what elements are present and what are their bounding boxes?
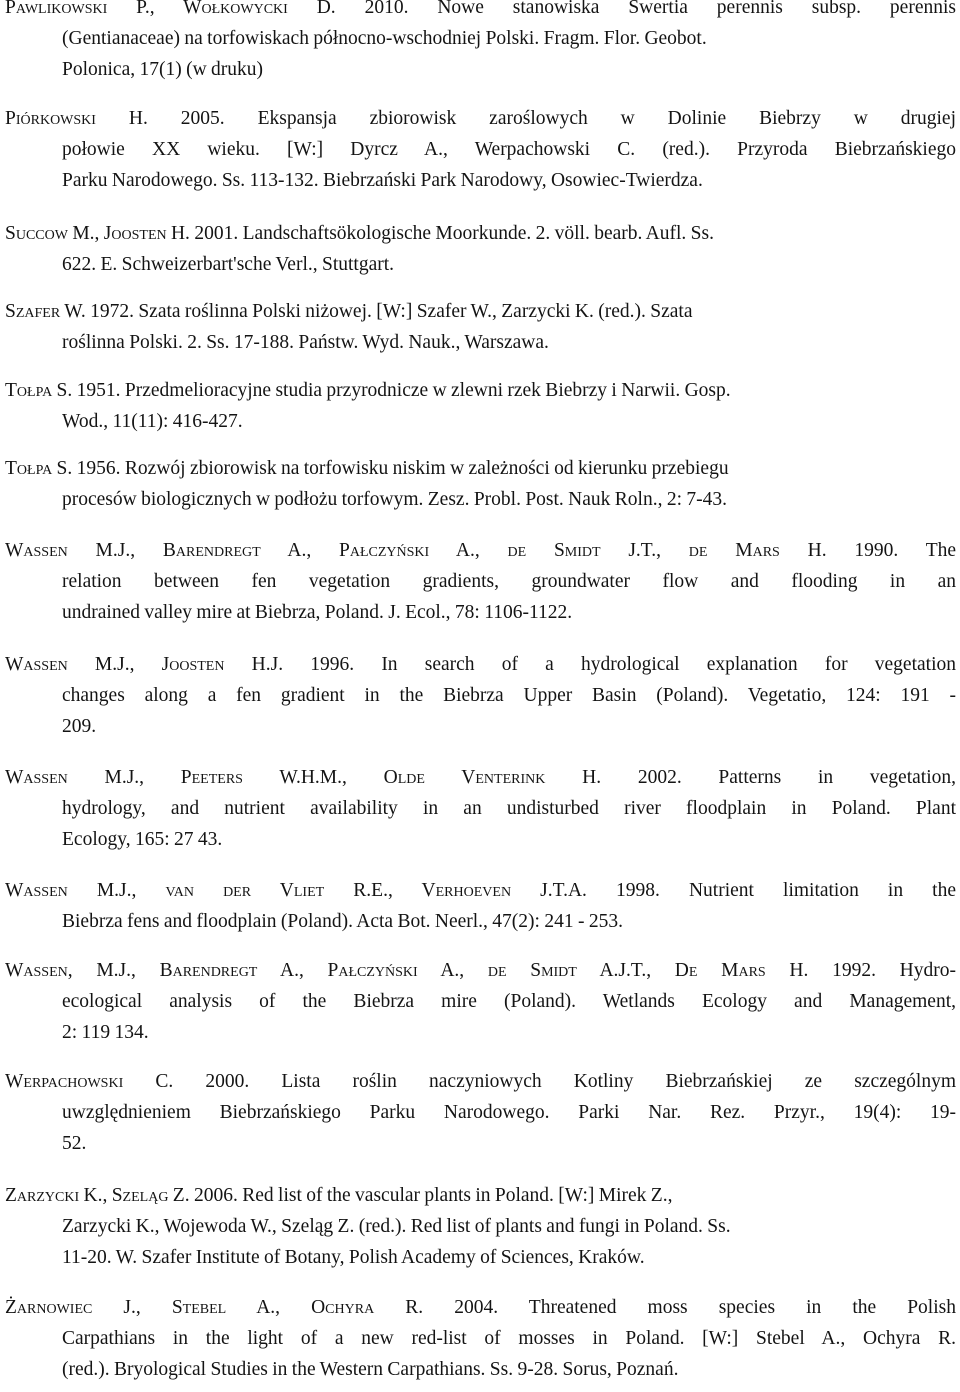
reference-authors: Wassen M.J., van der Vliet R.E., Verhoeven J.T.A. [5,880,587,901]
reference-entry [0,649,960,742]
reference-line: Wassen M.J., van der Vliet R.E., Verhoeven J.T.A. 1998. Nutrient limitation in the [5,880,957,901]
reference-line: Żarnowiec J., Stebel A., Ochyra R. 2004. Threatened moss species in the Polish [5,1297,956,1318]
reference-line: ecological analysis of the Biebrza mire (Poland). Wetlands Ecology and Management, [62,991,956,1012]
reference-line: Tołpa S. 1956. Rozwój zbiorowisk na torfowisku niskim w zależności od kierunku przebiegu [5,458,729,479]
reference-line: Wassen M.J., Joosten H.J. 1996. In search of a hydrological explanation for vegetation [5,654,956,675]
reference-line: 2: 119 134. [62,1022,149,1043]
reference-authors: Piórkowski H. [5,108,148,129]
reference-line: 209. [62,716,97,737]
reference-line: Wassen M.J., Peeters W.H.M., Olde Venterink H. 2002. Patterns in vegetation, [5,767,956,788]
reference-entry [0,375,960,437]
reference-line: undrained valley mire at Biebrza, Poland. J. Ecol., 78: 1106-1122. [62,602,573,623]
reference-line: Biebrza fens and floodplain (Poland). Acta Bot. Neerl., 47(2): 241 - 253. [62,911,623,932]
reference-authors: Wassen, M.J., Barendregt A., Pałczyński A., de Smidt A.J.T., De Mars H. [5,960,809,981]
reference-line: Wod., 11(11): 416-427. [62,411,243,432]
reference-line: 11-20. W. Szafer Institute of Botany, Polish Academy of Sciences, Kraków. [62,1247,645,1268]
reference-line: Carpathians in the light of a new red-list of mosses in Poland. [W:] Stebel A., Ochyra R. [62,1328,956,1349]
reference-line: Zarzycki K., Wojewoda W., Szeląg Z. (red.). Red list of plants and fungi in Poland. Ss. [62,1216,731,1237]
reference-line: Zarzycki K., Szeląg Z. 2006. Red list of the vascular plants in Poland. [W:] Mirek Z., [5,1185,673,1206]
reference-line: relation between fen vegetation gradients, groundwater flow and flooding in an [62,571,956,592]
reference-entry [0,535,960,628]
reference-line: Piórkowski H. 2005. Ekspansja zbiorowisk zaroślowych w Dolinie Biebrzy w drugiej [5,108,956,129]
reference-line: hydrology, and nutrient availability in an undisturbed river floodplain in Poland. Plant [62,798,956,819]
reference-entry [0,955,960,1048]
reference-line: Polonica, 17(1) (w druku) [62,59,264,80]
reference-line: 622. E. Schweizerbart'sche Verl., Stuttgart. [62,254,395,275]
reference-authors: Pawlikowski P., Wołkowycki D. [5,0,336,18]
reference-line: Parku Narodowego. Ss. 113-132. Biebrzański Park Narodowy, Osowiec-Twierdza. [62,170,703,191]
reference-line: changes along a fen gradient in the Biebrza Upper Basin (Poland). Vegetatio, 124: 191 - [62,685,956,706]
reference-authors: Wassen M.J., Peeters W.H.M., Olde Venterink H. [5,767,602,788]
reference-line: roślinna Polski. 2. Ss. 17-188. Państw. Wyd. Nauk., Warszawa. [62,332,549,353]
reference-authors: Wassen M.J., Barendregt A., Pałczyński A., de Smidt J.T., de Mars H. [5,540,827,561]
reference-entry [0,875,960,937]
reference-line: Pawlikowski P., Wołkowycki D. 2010. Nowe stanowiska Swertia perennis subsp. perennis [0,0,960,23]
reference-entry [0,218,960,280]
reference-entry [0,453,960,515]
reference-line: połowie XX wieku. [W:] Dyrcz A., Werpachowski C. (red.). Przyroda Biebrzańskiego [62,139,956,160]
reference-line: Succow M., Joosten H. 2001. Landschaftsökologische Moorkunde. 2. völl. bearb. Aufl. Ss. [5,223,714,244]
reference-entry [0,1180,960,1273]
reference-entry [0,1066,960,1159]
reference-entry [0,103,960,196]
reference-line: Wassen M.J., Barendregt A., Pałczyński A., de Smidt J.T., de Mars H. 1990. The [5,540,957,561]
reference-line: Szafer W. 1972. Szata roślinna Polski niżowej. [W:] Szafer W., Zarzycki K. (red.). Szata [5,301,693,322]
reference-authors: Tołpa S. [5,380,73,401]
reference-authors: Wassen M.J., Joosten H.J. [5,654,284,675]
reference-line: Tołpa S. 1951. Przedmelioracyjne studia przyrodnicze w zlewni rzek Biebrzy i Narwii. Gosp. [5,380,731,401]
reference-entry [0,296,960,358]
reference-authors: Tołpa S. [5,458,73,479]
reference-authors: Succow M., Joosten H. [5,223,190,244]
reference-entry [0,1292,960,1385]
reference-line: Werpachowski C. 2000. Lista roślin naczyniowych Kotliny Biebrzańskiej ze szczególnym [5,1071,956,1092]
reference-authors: Szafer W. [5,301,86,322]
reference-line: procesów biologicznych w podłożu torfowym. Zesz. Probl. Post. Nauk Roln., 2: 7-43. [62,489,727,510]
reference-authors: Werpachowski C. [5,1071,174,1092]
reference-line: 52. [62,1133,87,1154]
reference-line: uwzględnieniem Biebrzańskiego Parku Narodowego. Parki Nar. Rez. Przyr., 19(4): 19- [62,1102,956,1123]
reference-line: (red.). Bryological Studies in the Western Carpathians. Ss. 9-28. Sorus, Poznań. [62,1359,679,1380]
reference-entry [0,0,960,85]
reference-authors: Żarnowiec J., Stebel A., Ochyra R. [5,1297,424,1318]
reference-line: (Gentianaceae) na torfowiskach północno-wschodniej Polski. Fragm. Flor. Geobot. [62,28,707,49]
reference-line: Wassen, M.J., Barendregt A., Pałczyński A., de Smidt A.J.T., De Mars H. 1992. Hydro- [5,960,956,981]
reference-entry [0,762,960,855]
reference-line: Ecology, 165: 27 43. [62,829,223,850]
reference-authors: Zarzycki K., Szeląg Z. [5,1185,190,1206]
